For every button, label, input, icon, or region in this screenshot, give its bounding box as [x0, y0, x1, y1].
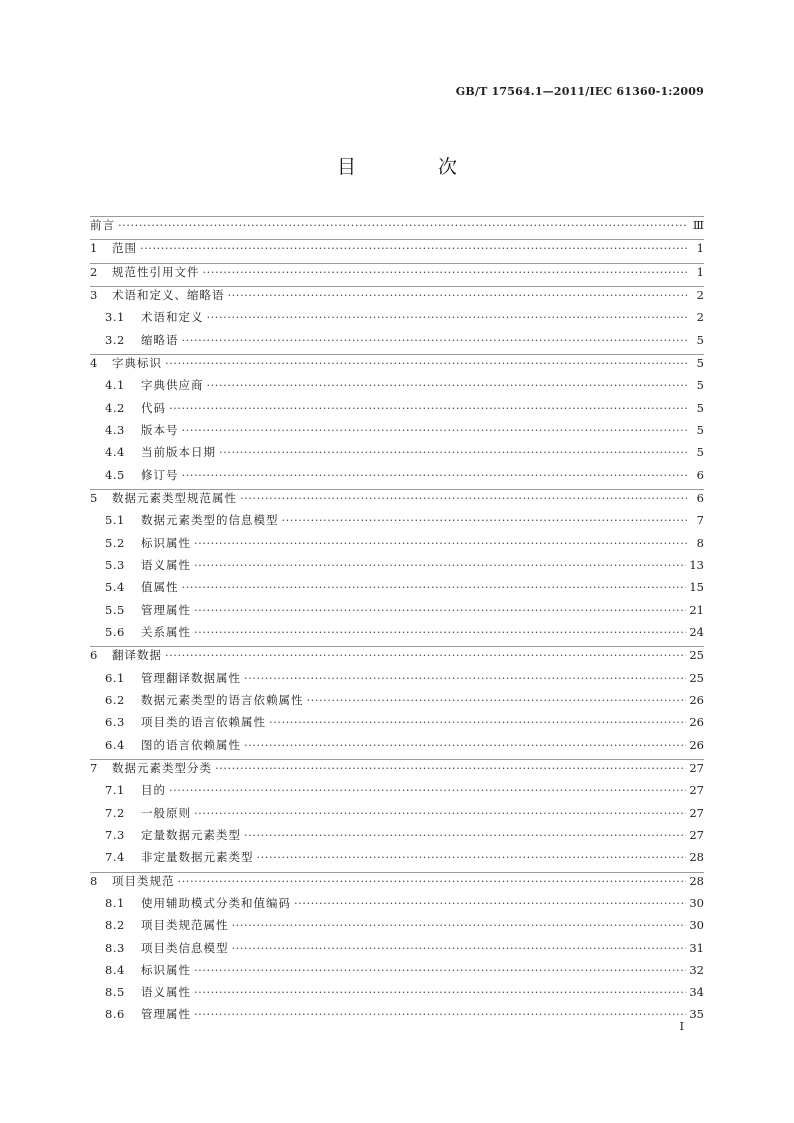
toc-entry-label: 前言	[90, 218, 115, 232]
toc-entry-number: 4.5	[105, 467, 125, 482]
toc-entry[interactable]	[90, 467, 704, 489]
toc-entry-label: 术语和定义	[141, 310, 204, 325]
toc-entry-page: 15	[689, 580, 704, 595]
toc-entry-number: 2	[90, 264, 98, 279]
toc-entry-number: 5.1	[105, 513, 125, 528]
toc-entry-page: 30	[689, 895, 704, 910]
toc-leader-dots	[294, 896, 686, 910]
toc-entry[interactable]	[90, 239, 704, 262]
toc-entry[interactable]	[90, 714, 704, 736]
toc-entry-number: 1	[90, 241, 98, 256]
toc-leader-dots	[194, 1007, 686, 1021]
toc-entry-page: 28	[689, 850, 704, 865]
toc-entry[interactable]	[90, 670, 704, 692]
toc-entry-page: 27	[689, 760, 704, 775]
toc-entry[interactable]	[90, 782, 704, 804]
toc-leader-dots	[118, 218, 687, 232]
toc-entry-label: 语义属性	[141, 557, 191, 572]
toc-entry-label: 项目类规范属性	[141, 918, 229, 933]
toc-entry-label: 语义属性	[141, 985, 191, 1000]
toc-leader-dots	[182, 468, 688, 482]
toc-leader-dots	[194, 558, 686, 572]
toc-entry-label: 版本号	[141, 422, 179, 437]
toc-entry-page: 27	[689, 783, 704, 798]
toc-entry-page: Ⅲ	[692, 218, 704, 232]
toc-entry[interactable]	[90, 895, 704, 917]
toc-entry-label: 数据元素类型的信息模型	[141, 513, 279, 528]
toc-entry-page: 5	[696, 445, 704, 460]
toc-entry-label: 修订号	[141, 467, 179, 482]
toc-entry-number: 8	[90, 873, 98, 888]
toc-entry-page: 2	[696, 287, 704, 302]
toc-entry-label: 使用辅助模式分类和值编码	[141, 895, 291, 910]
toc-entry-page: 5	[696, 378, 704, 393]
toc-leader-dots	[140, 241, 687, 255]
toc-leader-dots	[203, 265, 688, 279]
toc-entry-number: 6.1	[105, 670, 125, 685]
toc-entry-label: 数据元素类型的语言依赖属性	[141, 692, 304, 707]
toc-entry[interactable]	[90, 872, 704, 895]
toc-entry-number: 6.2	[105, 692, 125, 707]
toc-entry-page: 26	[689, 715, 704, 730]
toc-entry[interactable]	[90, 512, 704, 534]
toc-entry-label: 管理翻译数据属性	[141, 670, 241, 685]
toc-entry[interactable]	[90, 400, 704, 422]
toc-entry-number: 6.4	[105, 737, 125, 752]
toc-entry[interactable]	[90, 646, 704, 669]
toc-leader-dots	[182, 423, 688, 437]
toc-entry-label: 一般原则	[141, 805, 191, 820]
toc-entry[interactable]	[90, 917, 704, 939]
toc-entry-number: 5.4	[105, 580, 125, 595]
toc-entry-number: 8.3	[105, 940, 125, 955]
toc-entry[interactable]	[90, 737, 704, 759]
toc-entry-label: 关系属性	[141, 624, 191, 639]
toc-leader-dots	[194, 985, 686, 999]
toc-entry[interactable]	[90, 309, 704, 331]
toc-entry-number: 3.2	[105, 332, 125, 347]
toc-entry[interactable]	[90, 692, 704, 714]
toc-entry-label: 当前版本日期	[141, 445, 216, 460]
toc-leader-dots	[194, 806, 686, 820]
toc-entry[interactable]	[90, 557, 704, 579]
toc-entry-number: 8.6	[105, 1007, 125, 1022]
toc-entry-number: 6	[90, 648, 98, 663]
toc-entry-number: 8.1	[105, 895, 125, 910]
toc-entry[interactable]	[90, 962, 704, 984]
standard-number: GB/T 17564.1—2011/IEC 61360-1:2009	[455, 85, 704, 98]
toc-entry-number: 8.5	[105, 985, 125, 1000]
toc-leader-dots	[282, 513, 688, 527]
page-title: 目 次	[336, 156, 496, 178]
toc-entry-label: 图的语言依赖属性	[141, 737, 241, 752]
toc-entry-page: 27	[689, 805, 704, 820]
toc-entry-page: 26	[689, 737, 704, 752]
toc-leader-dots	[244, 828, 686, 842]
toc-leader-dots	[207, 378, 688, 392]
toc-entry-page: 5	[696, 355, 704, 370]
toc-entry[interactable]	[90, 444, 704, 466]
toc-entry-label: 项目类的语言依赖属性	[141, 715, 266, 730]
toc-entry-label: 代码	[141, 400, 166, 415]
toc-leader-dots	[178, 874, 687, 888]
toc-entry-page: 27	[689, 827, 704, 842]
toc-entry-page: 24	[689, 624, 704, 639]
toc-entry-page: 2	[696, 310, 704, 325]
toc-entry[interactable]	[90, 332, 704, 354]
toc-entry[interactable]	[90, 354, 704, 377]
toc-entry[interactable]	[90, 286, 704, 309]
toc-entry-page: 5	[696, 332, 704, 347]
toc-entry[interactable]	[90, 263, 704, 286]
toc-entry[interactable]	[90, 759, 704, 782]
toc-entry[interactable]	[90, 940, 704, 962]
toc-leader-dots	[194, 603, 686, 617]
toc-leader-dots	[228, 288, 688, 302]
toc-leader-dots	[257, 850, 687, 864]
toc-entry-number: 4	[90, 355, 98, 370]
toc-entry-number: 7.2	[105, 805, 125, 820]
toc-entry-number: 5.3	[105, 557, 125, 572]
toc-entry-number: 5.2	[105, 535, 125, 550]
toc-entry-number: 8.4	[105, 962, 125, 977]
toc-entry-number: 7.4	[105, 850, 125, 865]
toc-entry-number: 7.1	[105, 783, 125, 798]
toc-entry-number: 4.4	[105, 445, 125, 460]
toc-leader-dots	[194, 625, 686, 639]
toc-entry-number: 7.3	[105, 827, 125, 842]
toc-entry-number: 7	[90, 760, 98, 775]
toc-entry[interactable]	[90, 624, 704, 646]
toc-entry[interactable]	[90, 849, 704, 871]
toc-entry-label: 数据元素类型规范属性	[112, 490, 237, 505]
toc-leader-dots	[169, 401, 687, 415]
toc-entry[interactable]	[90, 579, 704, 601]
toc-entry-label: 术语和定义、缩略语	[112, 287, 225, 302]
toc-entry[interactable]	[90, 1006, 704, 1028]
toc-entry-number: 3.1	[105, 310, 125, 325]
page-number: I	[679, 1020, 684, 1033]
toc-entry-number: 8.2	[105, 918, 125, 933]
toc-entry-label: 定量数据元素类型	[141, 827, 241, 842]
toc-entry[interactable]	[90, 216, 704, 239]
toc-entry-page: 5	[696, 400, 704, 415]
toc-entry-label: 项目类规范	[112, 873, 175, 888]
toc-entry-label: 缩略语	[141, 332, 179, 347]
toc-entry-number: 3	[90, 287, 98, 302]
table-of-contents	[90, 216, 704, 1029]
toc-entry-page: 31	[689, 940, 704, 955]
toc-leader-dots	[244, 671, 686, 685]
toc-entry-label: 管理属性	[141, 1007, 191, 1022]
toc-entry[interactable]	[90, 805, 704, 827]
toc-entry[interactable]	[90, 984, 704, 1006]
toc-entry-page: 13	[689, 557, 704, 572]
toc-entry[interactable]	[90, 422, 704, 444]
toc-entry-label: 字典标识	[112, 355, 162, 370]
toc-leader-dots	[269, 715, 686, 729]
toc-entry-label: 目的	[141, 783, 166, 798]
toc-entry-label: 标识属性	[141, 535, 191, 550]
toc-leader-dots	[194, 536, 687, 550]
toc-entry[interactable]	[90, 535, 704, 557]
toc-entry-label: 规范性引用文件	[112, 264, 200, 279]
toc-entry-number: 4.1	[105, 378, 125, 393]
toc-leader-dots	[240, 491, 687, 505]
toc-leader-dots	[165, 648, 686, 662]
toc-entry-page: 26	[689, 692, 704, 707]
toc-leader-dots	[307, 693, 687, 707]
toc-entry-number: 4.3	[105, 422, 125, 437]
toc-entry-page: 1	[696, 264, 704, 279]
toc-leader-dots	[182, 580, 687, 594]
toc-entry-number: 5	[90, 490, 98, 505]
toc-entry-label: 范围	[112, 241, 137, 256]
toc-leader-dots	[182, 333, 688, 347]
toc-entry-page: 25	[689, 670, 704, 685]
toc-entry-label: 管理属性	[141, 602, 191, 617]
toc-entry-page: 6	[696, 490, 704, 505]
toc-entry-page: 8	[696, 535, 704, 550]
toc-leader-dots	[194, 963, 686, 977]
toc-entry-page: 30	[689, 918, 704, 933]
toc-leader-dots	[169, 783, 686, 797]
toc-leader-dots	[232, 941, 687, 955]
toc-entry-number: 6.3	[105, 715, 125, 730]
toc-entry[interactable]	[90, 827, 704, 849]
toc-leader-dots	[219, 445, 687, 459]
toc-leader-dots	[165, 356, 687, 370]
toc-entry-label: 标识属性	[141, 962, 191, 977]
toc-entry-number: 4.2	[105, 400, 125, 415]
toc-leader-dots	[215, 761, 686, 775]
toc-entry-page: 7	[696, 513, 704, 528]
toc-entry-label: 数据元素类型分类	[112, 760, 212, 775]
toc-entry-page: 5	[696, 422, 704, 437]
toc-entry[interactable]	[90, 377, 704, 399]
toc-entry-page: 25	[689, 648, 704, 663]
toc-entry[interactable]	[90, 602, 704, 624]
toc-entry-page: 1	[696, 241, 704, 256]
toc-leader-dots	[244, 738, 686, 752]
toc-entry-page: 28	[689, 873, 704, 888]
toc-entry-label: 非定量数据元素类型	[141, 850, 254, 865]
toc-entry-number: 5.6	[105, 624, 125, 639]
toc-entry-page: 6	[696, 467, 704, 482]
toc-entry-label: 字典供应商	[141, 378, 204, 393]
toc-leader-dots	[207, 310, 688, 324]
toc-entry-page: 21	[689, 602, 704, 617]
toc-entry-page: 34	[689, 985, 704, 1000]
toc-entry-label: 项目类信息模型	[141, 940, 229, 955]
toc-leader-dots	[232, 918, 687, 932]
toc-entry-page: 32	[689, 962, 704, 977]
toc-entry-label: 值属性	[141, 580, 179, 595]
toc-entry[interactable]	[90, 489, 704, 512]
toc-entry-number: 5.5	[105, 602, 125, 617]
toc-entry-page: 35	[689, 1007, 704, 1022]
toc-entry-label: 翻译数据	[112, 648, 162, 663]
